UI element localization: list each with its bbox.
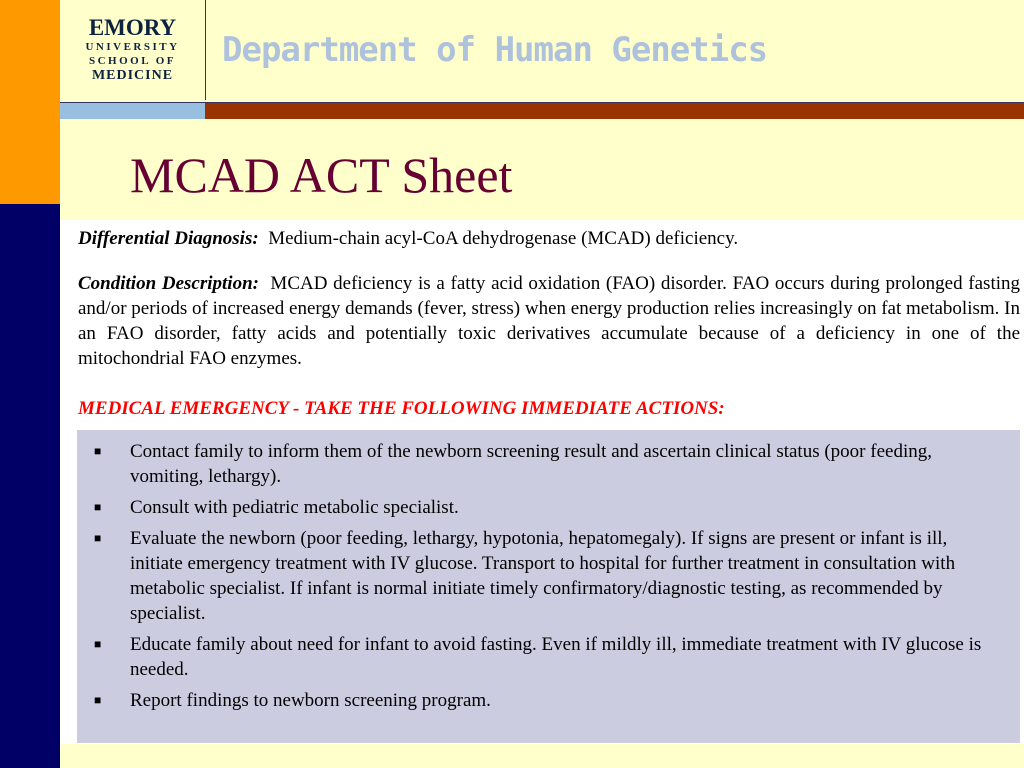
differential-text: Medium-chain acyl-CoA dehydrogenase (MCAD) deficiency.: [268, 228, 739, 249]
list-item: [92, 439, 992, 489]
square-bullet-icon: ■: [94, 444, 102, 458]
square-bullet-icon: ■: [94, 500, 102, 514]
differential-label: Differential Diagnosis:: [78, 228, 259, 249]
differential-diagnosis: [78, 226, 1020, 251]
action-text: Consult with pediatric metabolic specialist.: [130, 497, 459, 518]
emergency-heading: MEDICAL EMERGENCY - TAKE THE FOLLOWING IMMEDIATE ACTIONS:: [78, 398, 725, 419]
condition-description: [78, 271, 1020, 371]
list-item: [92, 688, 992, 713]
department-title: Department of Human Genetics: [222, 30, 768, 70]
action-text: Educate family about need for infant to avoid fasting. Even if mildly ill, immediate treatment with IV glucose is needed.: [130, 634, 982, 680]
header-blue-bar: [60, 102, 205, 119]
left-navy-band: [0, 204, 60, 768]
logo-medicine: MEDICINE: [91, 68, 174, 83]
action-text: Evaluate the newborn (poor feeding, lethargy, hypotonia, hepatomegaly). If signs are present or infant is ill, initiate emergency treatment with IV glucose. Transport to hospital for further treatment in consultation with metabolic specialist. If infant is normal initiate timely confirmatory/diagnostic testing, as recommended by specialist.: [130, 528, 956, 624]
condition-label: Condition Description:: [78, 273, 259, 294]
condition-text: MCAD deficiency is a fatty acid oxidation (FAO) disorder. FAO occurs during prolonged fasting and/or periods of increased energy demands (fever, stress) when energy production relies increasingly on fat metabolism. In an FAO disorder, fatty acids and potentially toxic derivatives accumulate because of a deficiency in one of the mitochondrial FAO enzymes.: [78, 273, 1021, 369]
list-item: [92, 495, 992, 520]
list-item: [92, 632, 992, 682]
actions-list: [92, 439, 992, 719]
action-text: Contact family to inform them of the newborn screening result and ascertain clinical status (poor feeding, vomiting, lethargy).: [130, 441, 932, 487]
square-bullet-icon: ■: [94, 693, 102, 707]
action-text: Report findings to newborn screening program.: [130, 690, 491, 711]
logo-emory: EMORY: [88, 15, 177, 40]
logo-school-of: SCHOOL OF: [89, 55, 176, 67]
list-item: [92, 526, 992, 626]
slide-title: MCAD ACT Sheet: [130, 147, 513, 203]
left-orange-band: [0, 0, 60, 204]
logo-university: UNIVERSITY: [85, 41, 180, 53]
header-brown-bar: [205, 102, 1024, 119]
square-bullet-icon: ■: [94, 637, 102, 651]
emory-logo: [60, 0, 206, 100]
square-bullet-icon: ■: [94, 531, 102, 545]
